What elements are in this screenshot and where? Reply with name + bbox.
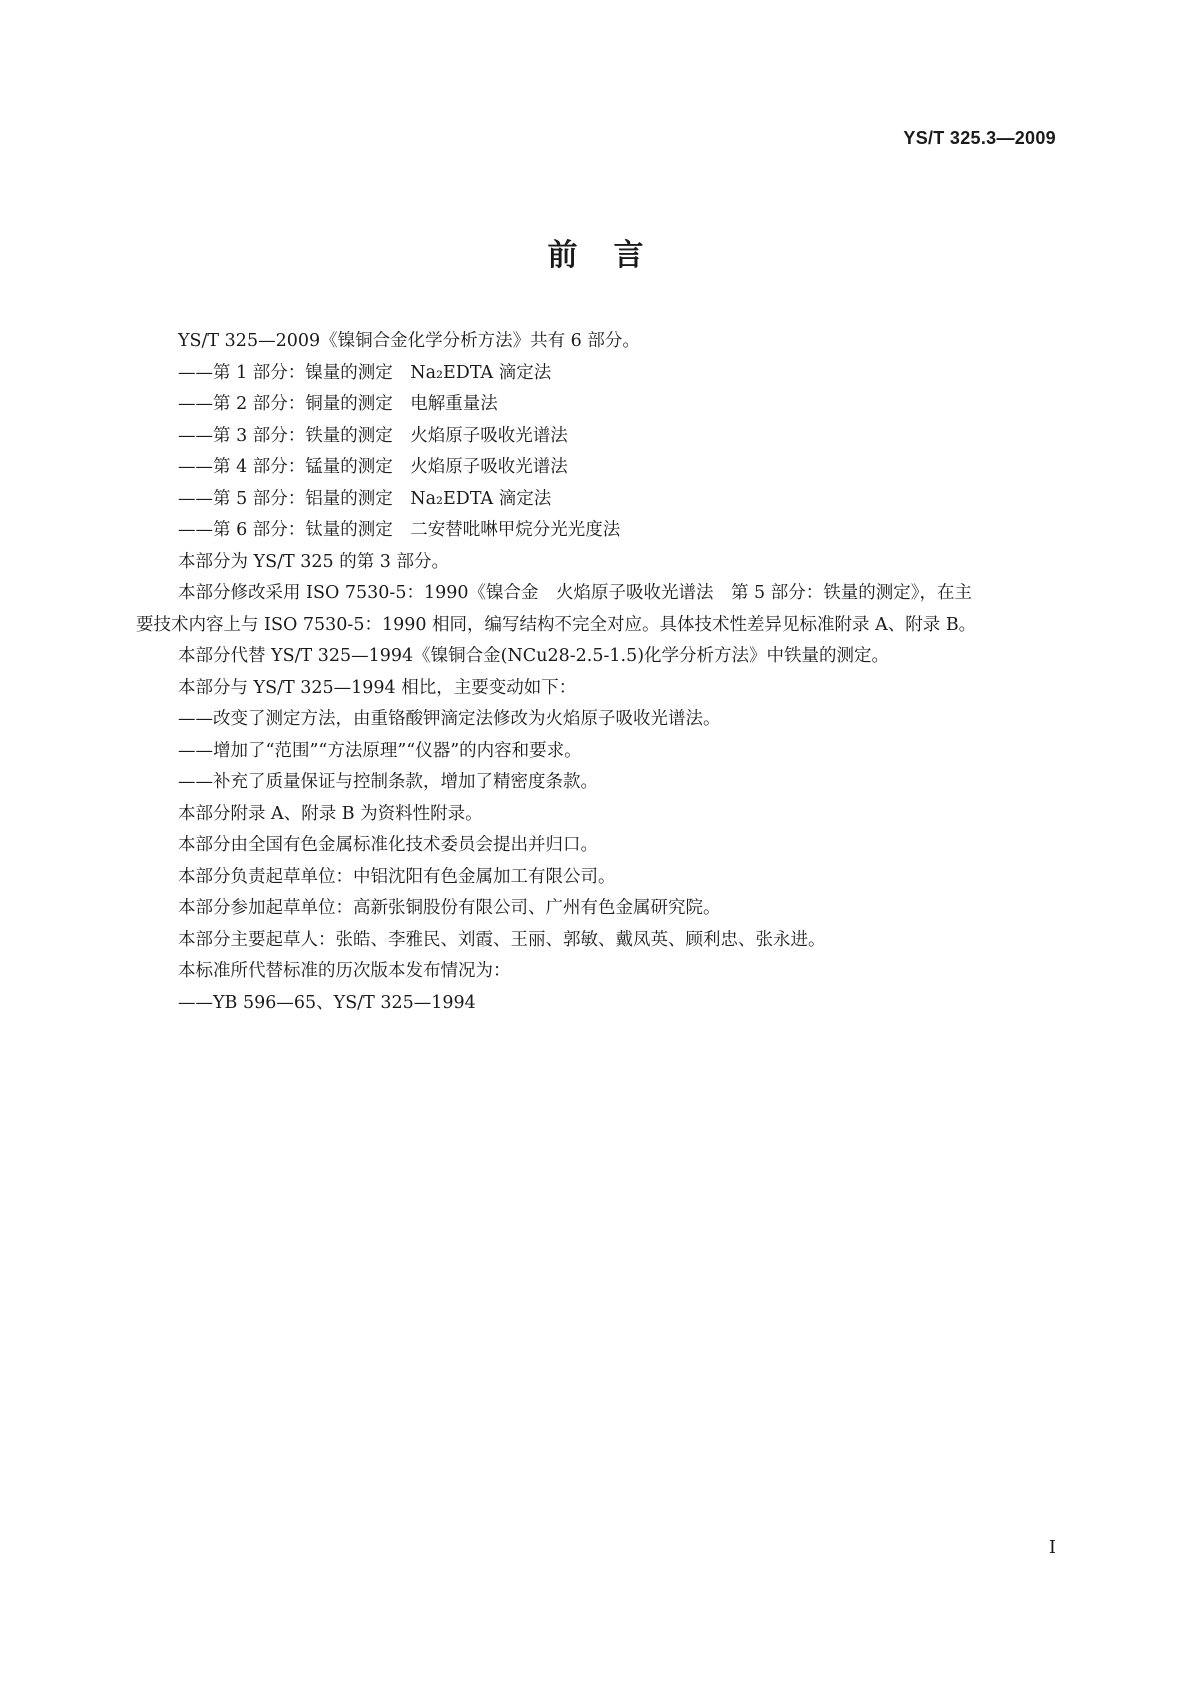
replaces-paragraph: 本部分代替 YS/T 325—1994《镍铜合金(NCu28-2.5-1.5)化学分析方法》中铁量的测定。 — [178, 646, 890, 666]
part-item-3: ——第 3 部分：铁量的测定 火焰原子吸收光谱法 — [178, 425, 568, 446]
changes-intro: 本部分与 YS/T 325—1994 相比，主要变动如下： — [178, 677, 577, 698]
annex-paragraph: 本部分附录 A、附录 B 为资料性附录。 — [178, 803, 483, 824]
adoption-line-2: 要技术内容上与 ISO 7530-5：1990 相同，编写结构不完全对应。具体技术性差异见标准附录 A、附录 B。 — [136, 614, 977, 635]
proposer-paragraph: 本部分由全国有色金属标准化技术委员会提出并归口。 — [178, 835, 598, 855]
change-item-3: ——补充了质量保证与控制条款，增加了精密度条款。 — [178, 772, 598, 792]
part-statement: 本部分为 YS/T 325 的第 3 部分。 — [178, 551, 449, 572]
participants-paragraph: 本部分参加起草单位：高新张铜股份有限公司、广州有色金属研究院。 — [178, 898, 721, 918]
change-item-1: ——改变了测定方法，由重铬酸钾滴定法修改为火焰原子吸收光谱法。 — [178, 709, 721, 729]
part-item-1: ——第 1 部分：镍量的测定 Na₂EDTA 滴定法 — [178, 362, 552, 383]
part-item-4: ——第 4 部分：锰量的测定 火焰原子吸收光谱法 — [178, 457, 568, 477]
intro-paragraph: YS/T 325—2009《镍铜合金化学分析方法》共有 6 部分。 — [178, 331, 640, 351]
part-item-6: ——第 6 部分：钛量的测定 二安替吡啉甲烷分光光度法 — [178, 520, 621, 540]
part-item-2: ——第 2 部分：铜量的测定 电解重量法 — [178, 394, 498, 414]
part-item-5: ——第 5 部分：铝量的测定 Na₂EDTA 滴定法 — [178, 488, 552, 509]
history-intro: 本标准所代替标准的历次版本发布情况为： — [178, 961, 511, 981]
drafter-unit-paragraph: 本部分负责起草单位：中铝沈阳有色金属加工有限公司。 — [178, 866, 616, 887]
foreword-body — [136, 326, 1066, 1019]
page-title: 前言 — [547, 238, 680, 273]
standard-code: YS/T 325.3—2009 — [903, 128, 1056, 148]
drafters-paragraph: 本部分主要起草人：张皓、李雅民、刘霞、王丽、郭敏、戴凤英、顾利忠、张永进。 — [178, 929, 826, 950]
history-item: ——YB 596—65、YS/T 325—1994 — [178, 992, 476, 1013]
change-item-2: ——增加了“范围”“方法原理”“仪器”的内容和要求。 — [178, 740, 582, 761]
page-number: I — [1048, 1537, 1056, 1558]
adoption-line-1: 本部分修改采用 ISO 7530-5：1990《镍合金 火焰原子吸收光谱法 第 5 部分：铁量的测定》，在主 — [178, 583, 972, 603]
